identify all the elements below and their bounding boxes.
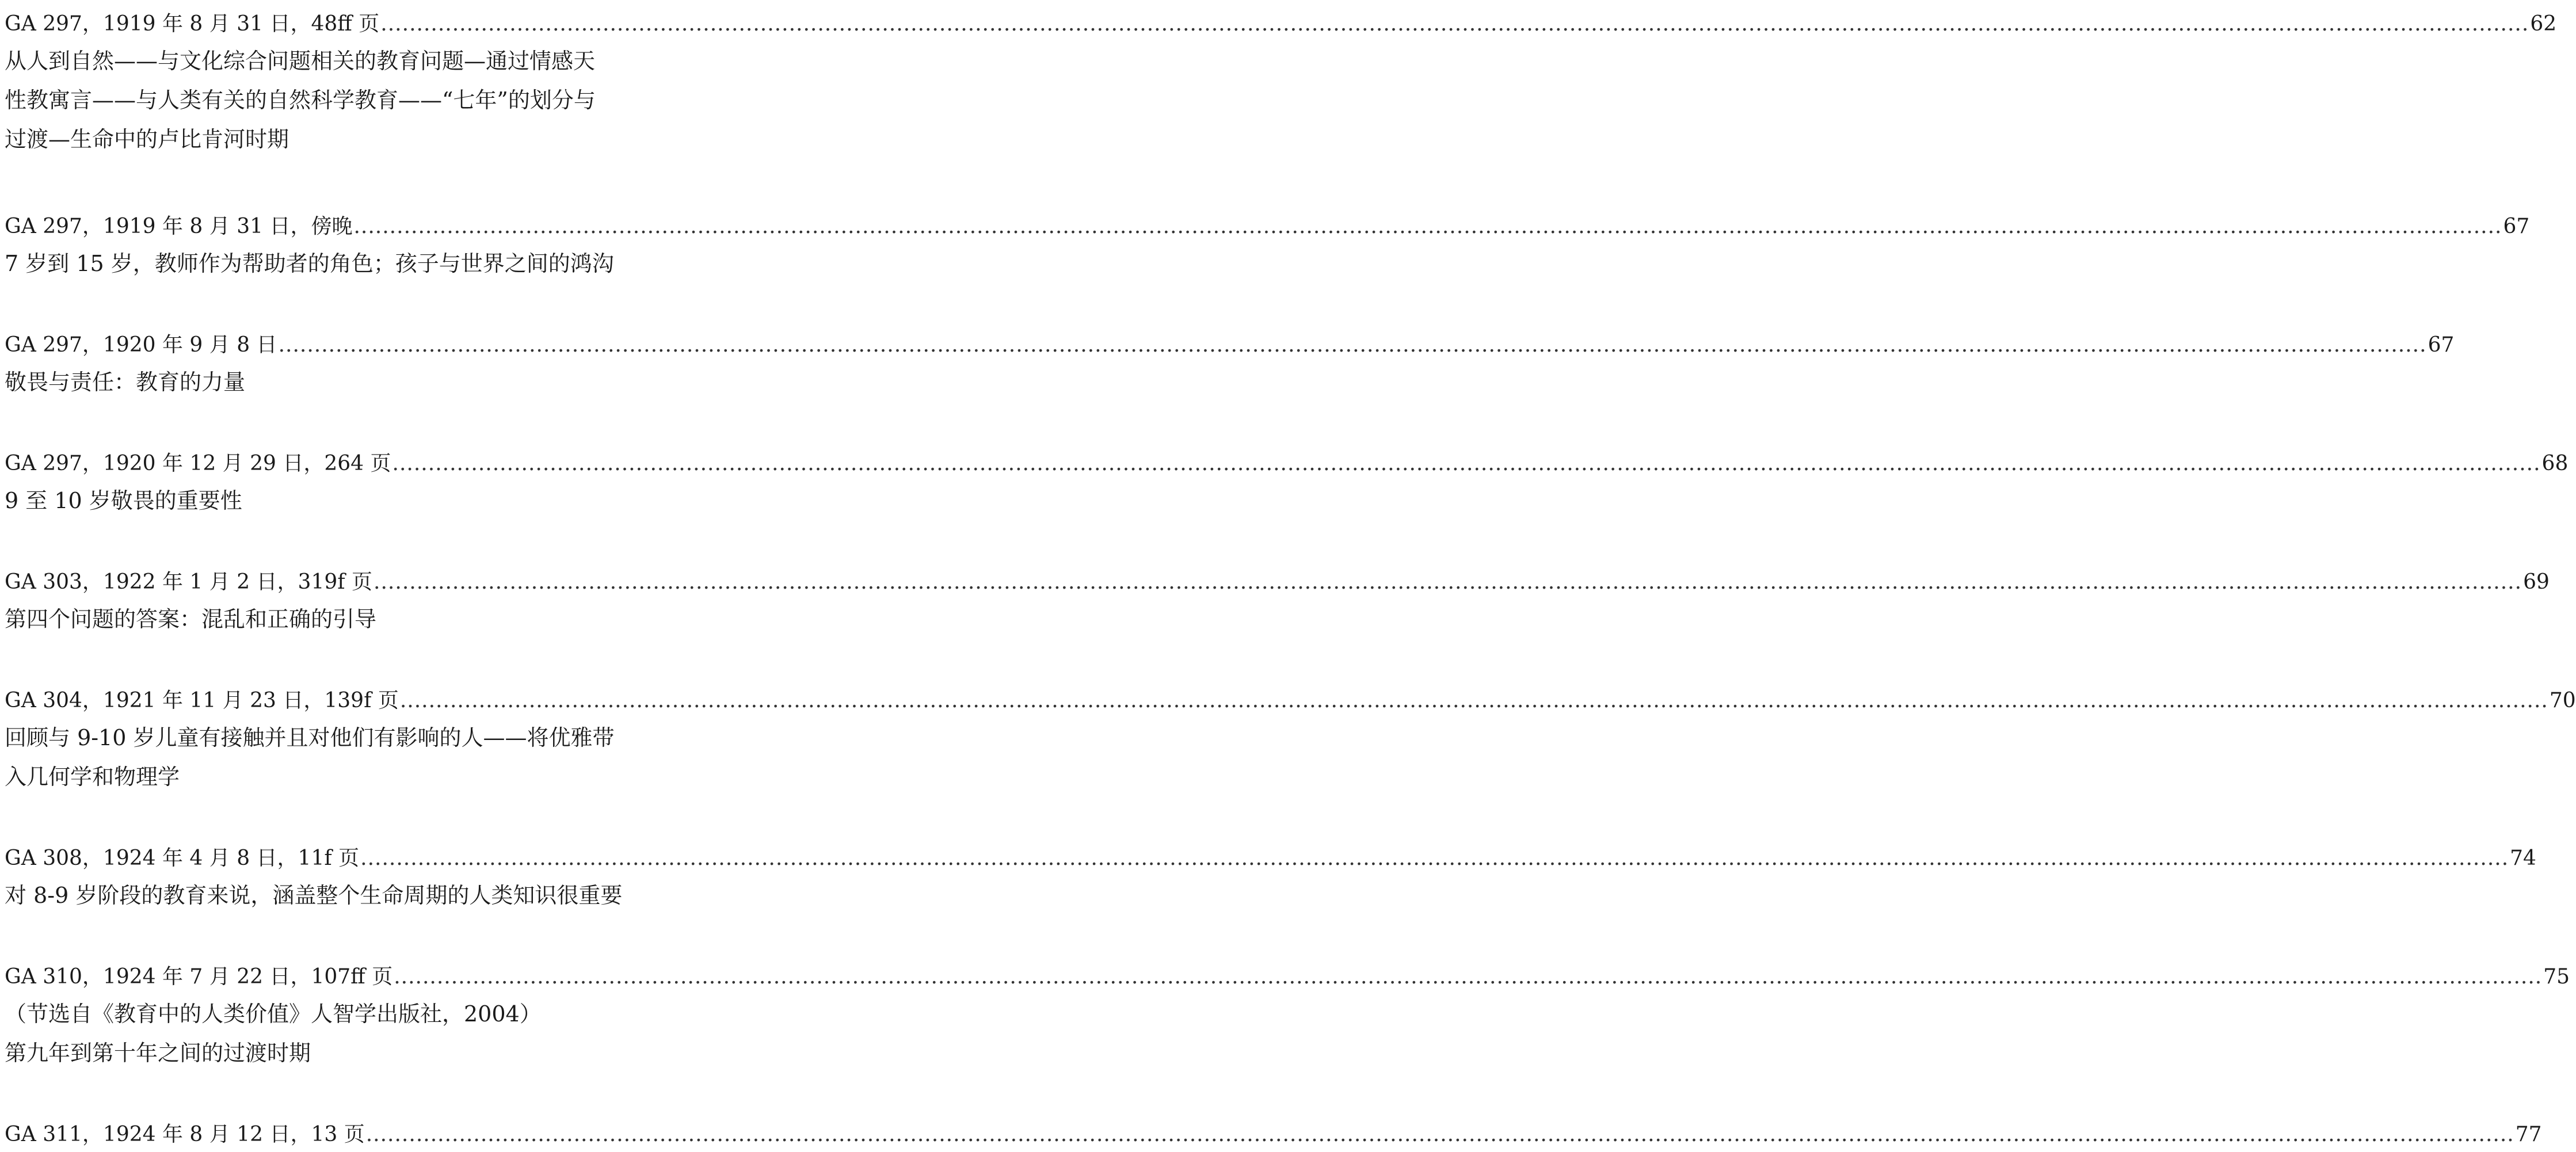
toc-description: 第九年到第十年之间的过渡时期	[5, 1040, 311, 1066]
toc-entry	[5, 684, 2576, 796]
page-number: 70	[2549, 689, 2576, 712]
toc-reference-line	[5, 684, 2576, 718]
toc-description: 入几何学和物理学	[5, 764, 180, 789]
toc-reference: GA 304，1921 年 11 月 23 日，139f 页	[5, 689, 399, 712]
toc-entry	[5, 7, 2557, 159]
dot-leader: ............................................................................................................................................................................................................................................................................................................	[380, 12, 2529, 36]
toc-entry	[5, 209, 2530, 283]
toc-description: 性教寓言——与人类有关的自然科学教育——“七年”的划分与	[5, 87, 596, 113]
table-of-contents	[5, 7, 2576, 1152]
toc-reference: GA 297，1919 年 8 月 31 日，48ff 页	[5, 12, 380, 36]
toc-description: 第四个问题的答案：混乱和正确的引导	[5, 606, 377, 632]
page-number: 62	[2530, 12, 2557, 36]
page-number: 75	[2543, 965, 2570, 989]
page-number: 68	[2541, 452, 2569, 475]
toc-reference-line	[5, 841, 2536, 876]
toc-reference-line	[5, 209, 2530, 244]
dot-leader: ............................................................................................................................................................................................................................................................................................................	[278, 333, 2427, 357]
page-number: 69	[2523, 570, 2550, 594]
dot-leader: ............................................................................................................................................................................................................................................................................................................	[365, 1123, 2514, 1146]
dot-leader: ............................................................................................................................................................................................................................................................................................................	[399, 689, 2548, 712]
toc-description: 敬畏与责任：教育的力量	[5, 369, 246, 395]
toc-description: 回顾与 9-10 岁儿童有接触并且对他们有影响的人——将优雅带	[5, 725, 615, 750]
page-number: 77	[2515, 1123, 2542, 1146]
toc-reference-line	[5, 328, 2455, 363]
toc-description: 9 至 10 岁敬畏的重要性	[5, 488, 242, 513]
toc-entry	[5, 565, 2550, 639]
toc-entry	[5, 841, 2536, 915]
toc-reference-line	[5, 565, 2550, 600]
toc-entry	[5, 447, 2569, 520]
toc-reference: GA 308，1924 年 4 月 8 日，11f 页	[5, 846, 360, 870]
toc-reference-line	[5, 960, 2570, 994]
toc-reference-line	[5, 7, 2557, 41]
dot-leader: ............................................................................................................................................................................................................................................................................................................	[374, 570, 2522, 594]
dot-leader: ............................................................................................................................................................................................................................................................................................................	[394, 965, 2543, 989]
toc-description: 从人到自然——与文化综合问题相关的教育问题—通过情感天	[5, 48, 596, 74]
toc-description: 过渡—生命中的卢比肯河时期	[5, 127, 289, 152]
dot-leader: ............................................................................................................................................................................................................................................................................................................	[360, 846, 2509, 870]
toc-description: 7 岁到 15 岁，教师作为帮助者的角色；孩子与世界之间的鸿沟	[5, 251, 614, 276]
page-number: 74	[2510, 846, 2536, 870]
dot-leader: ............................................................................................................................................................................................................................................................................................................	[392, 452, 2541, 475]
toc-reference-line	[5, 447, 2569, 481]
toc-reference: GA 303，1922 年 1 月 2 日，319f 页	[5, 570, 373, 594]
toc-entry	[5, 1117, 2542, 1152]
page-number: 67	[2428, 333, 2455, 357]
toc-reference-line	[5, 1117, 2542, 1152]
toc-reference: GA 311，1924 年 8 月 12 日，13 页	[5, 1123, 365, 1146]
toc-description: 对 8-9 岁阶段的教育来说，涵盖整个生命周期的人类知识很重要	[5, 883, 623, 908]
toc-reference: GA 297，1920 年 9 月 8 日	[5, 333, 277, 357]
page-number: 67	[2503, 215, 2530, 238]
toc-reference: GA 297，1919 年 8 月 31 日，傍晚	[5, 215, 353, 238]
toc-entry	[5, 328, 2455, 402]
toc-reference: GA 297，1920 年 12 月 29 日，264 页	[5, 452, 391, 475]
toc-description: （节选自《教育中的人类价值》人智学出版社，2004）	[5, 1001, 542, 1027]
dot-leader: ............................................................................................................................................................................................................................................................................................................	[353, 215, 2502, 238]
toc-entry	[5, 960, 2570, 1073]
toc-reference: GA 310，1924 年 7 月 22 日，107ff 页	[5, 965, 393, 989]
